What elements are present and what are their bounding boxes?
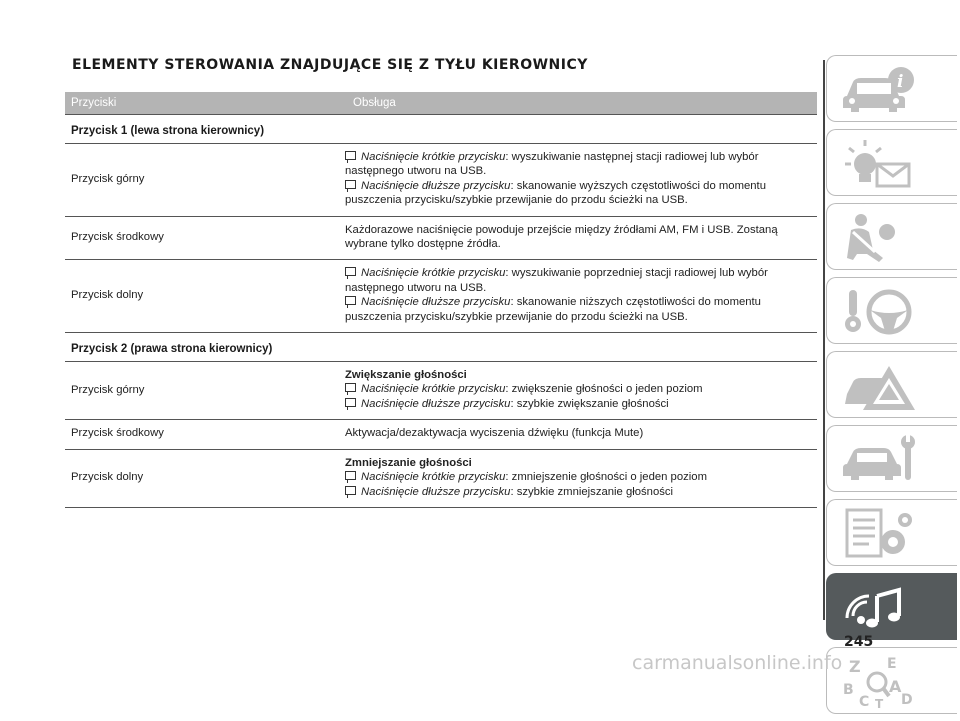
svg-text:A: A — [889, 677, 902, 696]
button-press-icon — [345, 398, 356, 407]
tab-starting-driving[interactable] — [826, 277, 957, 344]
tab-car-info[interactable] — [826, 55, 957, 122]
press-description: : szybkie zmniejszanie głośności — [510, 485, 674, 498]
row-text: Aktywacja/dezaktywacja wyciszenia dźwięku (funkcja Mute) — [345, 427, 644, 440]
press-type: Naciśnięcie dłuższe przycisku — [361, 485, 511, 498]
svg-text:D: D — [901, 692, 913, 708]
list-item — [345, 397, 810, 411]
tab-warning-lights[interactable] — [826, 129, 957, 196]
table-row — [65, 420, 817, 449]
press-description: : skanowanie wyższych częstotliwości do momentu puszczenia przycisku/szybkie przewijanie do przodu ścieżki na USB. — [345, 179, 766, 207]
press-type: Naciśnięcie krótkie przycisku — [361, 471, 506, 484]
press-type: Naciśnięcie krótkie przycisku — [361, 151, 506, 163]
button-press-icon — [345, 180, 356, 189]
emergency-triangle-icon — [839, 358, 929, 414]
key-steering-wheel-icon — [839, 284, 929, 340]
multimedia-icon — [839, 580, 929, 636]
button-press-icon — [345, 267, 356, 276]
row-description — [345, 266, 810, 324]
table-row — [65, 260, 817, 333]
press-description: : wyszukiwanie poprzedniej stacji radiowej lub wybór następnego utworu na USB. — [345, 267, 768, 294]
row-heading: Zmniejszanie głośności — [345, 456, 472, 469]
page-number: 245 — [844, 634, 874, 650]
warning-lights-icon — [839, 136, 929, 192]
header-buttons: Przyciski — [71, 97, 117, 109]
controls-table — [65, 92, 817, 508]
press-description: : skanowanie niższych częstotliwości do momentu puszczenia przycisku/szybkie przewijanie do przodu ścieżki na USB. — [345, 296, 761, 323]
table-header — [65, 92, 817, 115]
list-item — [345, 266, 810, 295]
row-description — [345, 426, 810, 440]
tab-emergency[interactable] — [826, 351, 957, 418]
row-label: Przycisk środkowy — [71, 231, 164, 244]
press-type: Naciśnięcie dłuższe przycisku — [361, 179, 511, 192]
svg-text:i: i — [897, 72, 904, 92]
button-press-icon — [345, 296, 356, 305]
table-row — [65, 450, 817, 508]
tab-index[interactable] — [826, 647, 957, 714]
svg-text:C: C — [859, 694, 870, 710]
svg-text:E: E — [887, 656, 897, 672]
press-description: : zmniejszenie głośności o jeden poziom — [505, 471, 707, 484]
row-label: Przycisk dolny — [71, 289, 144, 302]
list-item — [345, 485, 810, 499]
table-row — [65, 362, 817, 420]
tab-safety[interactable] — [826, 203, 957, 270]
seatbelt-airbag-icon — [839, 210, 929, 266]
row-label: Przycisk górny — [71, 383, 145, 396]
row-description — [345, 368, 810, 411]
row-description — [345, 150, 810, 208]
row-label: Przycisk górny — [71, 172, 145, 185]
row-description — [345, 456, 810, 499]
table-row — [65, 144, 817, 217]
chapter-tabs — [826, 55, 960, 721]
section-title: Przycisk 1 (lewa strona kierownicy) — [65, 115, 817, 144]
list-item — [345, 382, 810, 396]
list-item — [345, 295, 810, 324]
button-press-icon — [345, 471, 356, 480]
row-label: Przycisk dolny — [71, 471, 144, 484]
row-description — [345, 223, 810, 252]
specifications-icon — [839, 506, 929, 562]
list-item — [345, 150, 810, 179]
tab-multimedia[interactable] — [826, 573, 957, 640]
svg-text:T: T — [875, 697, 884, 710]
table-row — [65, 217, 817, 261]
index-icon — [839, 654, 929, 710]
car-maintenance-icon — [839, 432, 929, 488]
svg-text:B: B — [843, 682, 854, 698]
button-press-icon — [345, 383, 356, 392]
button-press-icon — [345, 486, 356, 495]
svg-text:Z: Z — [849, 657, 861, 676]
row-label: Przycisk środkowy — [71, 427, 164, 440]
tab-maintenance[interactable] — [826, 425, 957, 492]
tab-specifications[interactable] — [826, 499, 957, 566]
table-body — [65, 115, 817, 508]
press-type: Naciśnięcie dłuższe przycisku — [361, 397, 511, 410]
button-press-icon — [345, 151, 356, 160]
list-item — [345, 470, 810, 484]
press-type: Naciśnięcie dłuższe przycisku — [361, 296, 511, 309]
press-type: Naciśnięcie krótkie przycisku — [361, 267, 506, 280]
press-description: : zwiększenie głośności o jeden poziom — [505, 383, 703, 396]
row-text: Każdorazowe naciśnięcie powoduje przejście między źródłami AM, FM i USB. Zostaną wybrane tylko dostępne źródła. — [345, 223, 778, 251]
header-operation: Obsługa — [353, 97, 396, 109]
press-description: : szybkie zwiększanie głośności — [510, 397, 669, 410]
press-type: Naciśnięcie krótkie przycisku — [361, 383, 506, 396]
watermark: carmanualsonline.info — [632, 652, 843, 674]
car-info-icon — [839, 62, 929, 118]
section-title: Przycisk 2 (prawa strona kierownicy) — [65, 333, 817, 362]
row-heading: Zwiększanie głośności — [345, 369, 467, 382]
press-description: : wyszukiwanie następnej stacji radiowej lub wybór następnego utworu na USB. — [345, 151, 759, 178]
page-title: ELEMENTY STEROWANIA ZNAJDUJĄCE SIĘ Z TYŁU KIEROWNICY — [72, 57, 588, 73]
list-item — [345, 179, 810, 208]
